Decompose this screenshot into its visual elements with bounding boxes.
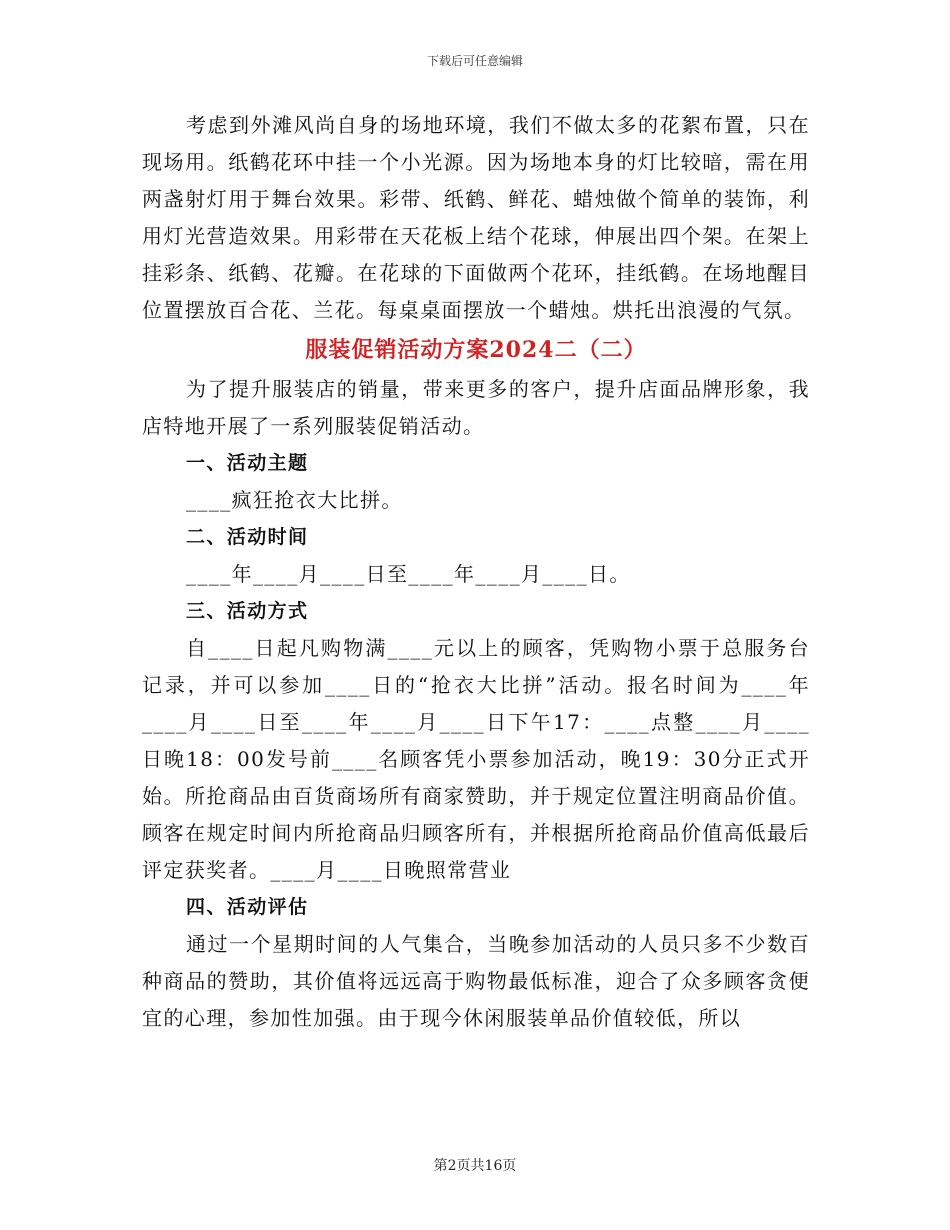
activity-evaluation-text: 通过一个星期时间的人气集合，当晚参加活动的人员只多不少数百种商品的赞助，其价值将远远高于购物最低标准，迎合了众多顾客贪便宜的心理，参加性加强。由于现今休闲服装单品价值较低，所以 [142, 932, 810, 1030]
opening-paragraph: 为了提升服装店的销量，带来更多的客户，提升店面品牌形象，我店特地开展了一系列服装促销活动。 [142, 377, 810, 438]
heading-activity-evaluation: 四、活动评估 [186, 896, 309, 918]
heading-activity-method: 三、活动方式 [186, 600, 309, 622]
activity-method-text: 自____日起凡购物满____元以上的顾客，凭购物小票于总服务台记录，并可以参加____日的“抢衣大比拼”活动。报名时间为____年____月____日至____年____月____日下午17：____点整____月____日晚18：00发号前____名顾客凭小票参加活动，晚19：30分正式开始。所抢商品由百货商场所有商家赞助，并于规定位置注明商品价值。顾客在规定时间内所抢商品归顾客所有，并根据所抢商品价值高低最后评定获奖者。____月____日晚照常营业 [142, 636, 810, 882]
heading-activity-time: 二、活动时间 [186, 526, 309, 548]
section-title: 服装促销活动方案2024二（二） [305, 337, 647, 363]
activity-time-text: ____年____月____日至____年____月____日。 [186, 562, 631, 586]
page-header-note: 下载后可任意编辑 [426, 54, 523, 68]
page-footer: 第2页共16页 [433, 1158, 517, 1174]
activity-theme-text: ____疯狂抢衣大比拼。 [186, 488, 403, 512]
intro-paragraph: 考虑到外滩风尚自身的场地环境，我们不做太多的花絮布置，只在现场用。纸鹤花环中挂一个小光源。因为场地本身的灯比较暗，需在用两盏射灯用于舞台效果。彩带、纸鹤、鲜花、蜡烛做个简单的装饰，利用灯光营造效果。用彩带在天花板上结个花球，伸展出四个架。在架上挂彩条、纸鹤、花瓣。在花球的下面做两个花环，挂纸鹤。在场地醒目位置摆放百合花、兰花。每桌桌面摆放一个蜡烛。烘托出浪漫的气氛。 [142, 113, 810, 322]
document-body [142, 107, 810, 1037]
heading-activity-theme: 一、活动主题 [186, 452, 309, 474]
